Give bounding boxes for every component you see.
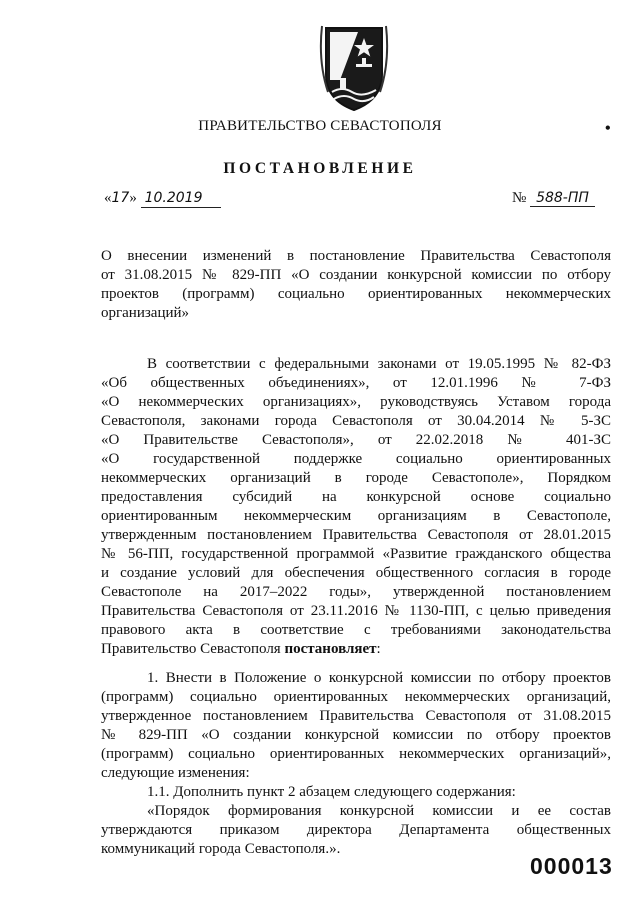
quote-line: «Порядок формирования конкурсной комиссии и ее состав (147, 803, 611, 819)
basis-line: № 56-ПП, государственной программой «Развитие гражданского общества (101, 546, 611, 562)
subject-line: организаций» (101, 305, 190, 321)
basis-paragraph (101, 355, 611, 659)
basis-line: и создание условий для обеспечения общественного согласия в городе (101, 565, 611, 581)
date-day: 17 (111, 190, 130, 206)
sevastopol-coat-of-arms-icon (318, 22, 390, 112)
basis-last-line: Правительство Севастополя постановляет: (101, 641, 381, 657)
basis-line: ориентированным некоммерческим организациям в Севастополе, (101, 508, 611, 524)
document-number (512, 190, 595, 207)
basis-line: некоммерческих организаций в городе Севастополе», Порядком (101, 470, 611, 486)
basis-line: утвержденным постановлением Правительства Севастополя от 28.01.2015 (101, 527, 611, 543)
quote-line: коммуникаций города Севастополя.». (101, 841, 341, 857)
basis-line: В соответствии с федеральными законами от 19.05.1995 № 82-ФЗ (147, 356, 611, 372)
document-type-title: ПОСТАНОВЛЕНИЕ (223, 160, 417, 177)
date-month-year: 10.2019 (144, 190, 203, 206)
number-sign: № (512, 190, 527, 206)
item-line: (программ) социально ориентированных некоммерческих организаций, (101, 689, 611, 705)
basis-line: «О государственной поддержке социально ориентированных (101, 451, 611, 467)
item-line: № 829-ПП «О создании конкурсной комиссии по отбору проектов (101, 727, 611, 743)
number-value: 588-ПП (530, 190, 595, 207)
basis-line: Севастополе на 2017–2022 годы», утвержденной постановлением (101, 584, 611, 600)
quote-line: утверждаются приказом директора Департамента общественных (101, 822, 611, 838)
subitem-line: 1.1. Дополнить пункт 2 абзацем следующего содержания: (147, 784, 516, 800)
basis-line: «О некоммерческих организациях», руководствуясь Уставом города (101, 394, 611, 410)
subject-line: проектов (программ) социально ориентированных некоммерческих (101, 286, 611, 302)
basis-line: правового акта в соответствие с требованиями законодательства (101, 622, 611, 638)
basis-line: «Об общественных объединениях», от 12.01.1996 № 7-ФЗ (101, 375, 611, 391)
basis-line: «О Правительстве Севастополя», от 22.02.2018 № 401-ЗС (101, 432, 611, 448)
item-line: 1. Внести в Положение о конкурсной комиссии по отбору проектов (147, 670, 611, 686)
basis-line: Севастополя, законами города Севастополя от 30.04.2014 № 5-ЗС (101, 413, 611, 429)
subject-line: О внесении изменений в постановление Правительства Севастополя (101, 248, 611, 264)
document-date: «17» 10.2019 (104, 190, 221, 208)
subject-line: от 31.08.2015 № 829-ПП «О создании конкурсной комиссии по отбору (101, 267, 611, 283)
resolution-verb: постановляет (284, 641, 377, 657)
page-stamp-number: 000013 (530, 853, 613, 879)
item-line: (программ) социально ориентированных некоммерческих организаций», (101, 746, 611, 762)
basis-line: предоставления субсидий на конкурсной основе социально (101, 489, 611, 505)
subject-paragraph (101, 247, 611, 323)
item-line: утвержденное постановлением Правительства Севастополя от 31.08.2015 (101, 708, 611, 724)
government-name: ПРАВИТЕЛЬСТВО СЕВАСТОПОЛЯ (198, 118, 442, 134)
item-line: следующие изменения: (101, 765, 250, 781)
margin-dot: • (605, 120, 611, 137)
basis-line: Правительства Севастополя от 23.11.2016 № 1130-ПП, с целью приведения (101, 603, 611, 619)
items-section (101, 669, 611, 859)
